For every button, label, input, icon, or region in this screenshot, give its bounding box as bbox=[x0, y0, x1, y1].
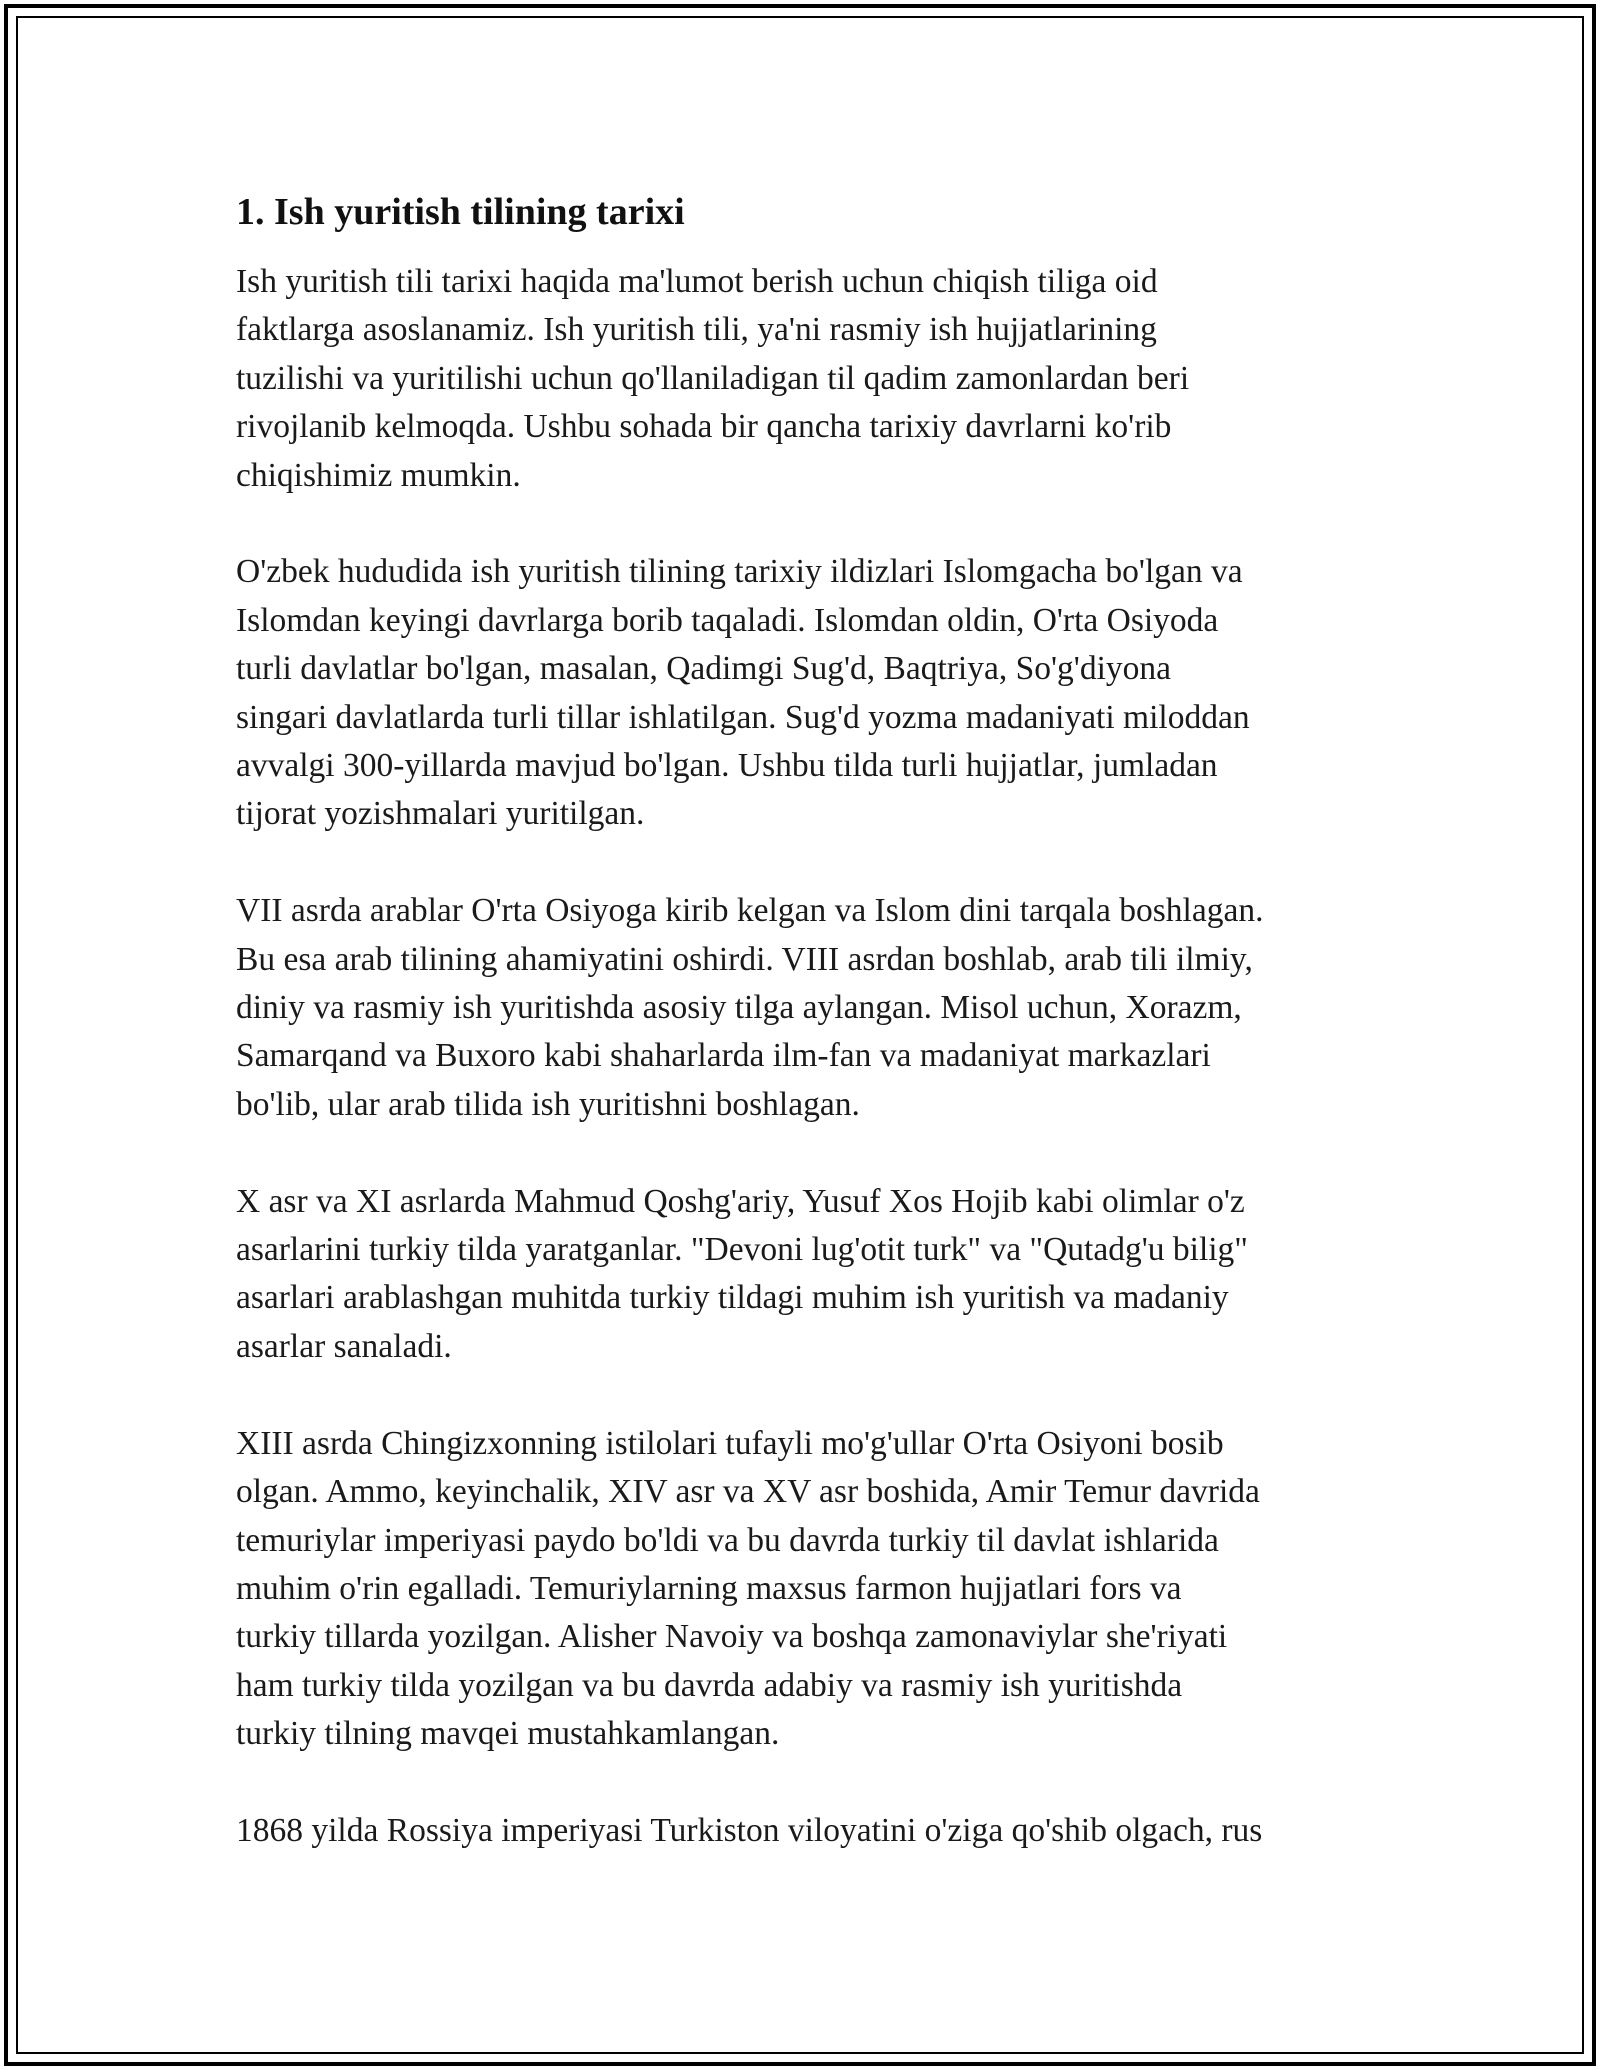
paragraph-1: Ish yuritish tili tarixi haqida ma'lumot berish uchun chiqish tiliga oid faktlarga asoslanamiz. Ish yuritish tili, ya'ni rasmiy ish hujjatlarining tuzilishi va yuritilishi uchun qo'llaniladigan til qadim zamonlardan beri rivojlanib kelmoqda. Ushbu sohada bir qancha tarixiy davrlarni ko'rib chiqishimiz mumkin. bbox=[236, 263, 1190, 494]
section-heading: 1. Ish yuritish tilining tarixi bbox=[236, 191, 685, 233]
paragraph-3: VII asrda arablar O'rta Osiyoga kirib kelgan va Islom dini tarqala boshlagan. Bu esa arab tilining ahamiyatini oshirdi. VIII asrdan boshlab, arab tili ilmiy, diniy va rasmiy ish yuritishda asosiy tilga aylangan. Misol uchun, Xorazm, Samarqand va Buxoro kabi shaharlarda ilm-fan va madaniyat markazlari bo'lib, ular arab tilida ish yuritishni boshlagan. bbox=[236, 892, 1264, 1123]
paragraph-5: XIII asrda Chingizxonning istilolari tufayli mo'g'ullar O'rta Osiyoni bosib olgan. Ammo, keyinchalik, XIV asr va XV asr boshida, Amir Temur davrida temuriylar imperiyasi paydo bo'ldi va bu davrda turkiy til davlat ishlarida muhim o'rin egalladi. Temuriylarning maxsus farmon hujjatlari fors va turkiy tillarda yozilgan. Alisher Navoiy va boshqa zamonaviylar she'riyati ham turkiy tilda yozilgan va bu davrda adabiy va rasmiy ish yuritishda turkiy tilning mavqei mustahkamlangan. bbox=[236, 1424, 1260, 1753]
paragraph-2: O'zbek hududida ish yuritish tilining tarixiy ildizlari Islomgacha bo'lgan va Islomdan keyingi davrlarga borib taqaladi. Islomdan oldin, O'rta Osiyoda turli davlatlar bo'lgan, masalan, Qadimgi Sug'd, Baqtriya, So'g'diyona singari davlatlarda turli tillar ishlatilgan. Sug'd yozma madaniyati miloddan avvalgi 300-yillarda mavjud bo'lgan. Ushbu tilda turli hujjatlar, jumladan tijorat yozishmalari yuritilgan. bbox=[236, 553, 1250, 833]
document-body bbox=[236, 186, 1386, 1904]
paragraph-6: 1868 yilda Rossiya imperiyasi Turkiston viloyatini o'ziga qo'shib olgach, rus bbox=[236, 1811, 1263, 1849]
paragraph-4: X asr va XI asrlarda Mahmud Qoshg'ariy, Yusuf Xos Hojib kabi olimlar o'z asarlarini turkiy tilda yaratganlar. "Devoni lug'otit turk" va "Qutadg'u bilig" asarlari arablashgan muhitda turkiy tildagi muhim ish yuritish va madaniy asarlar sanaladi. bbox=[236, 1182, 1248, 1365]
